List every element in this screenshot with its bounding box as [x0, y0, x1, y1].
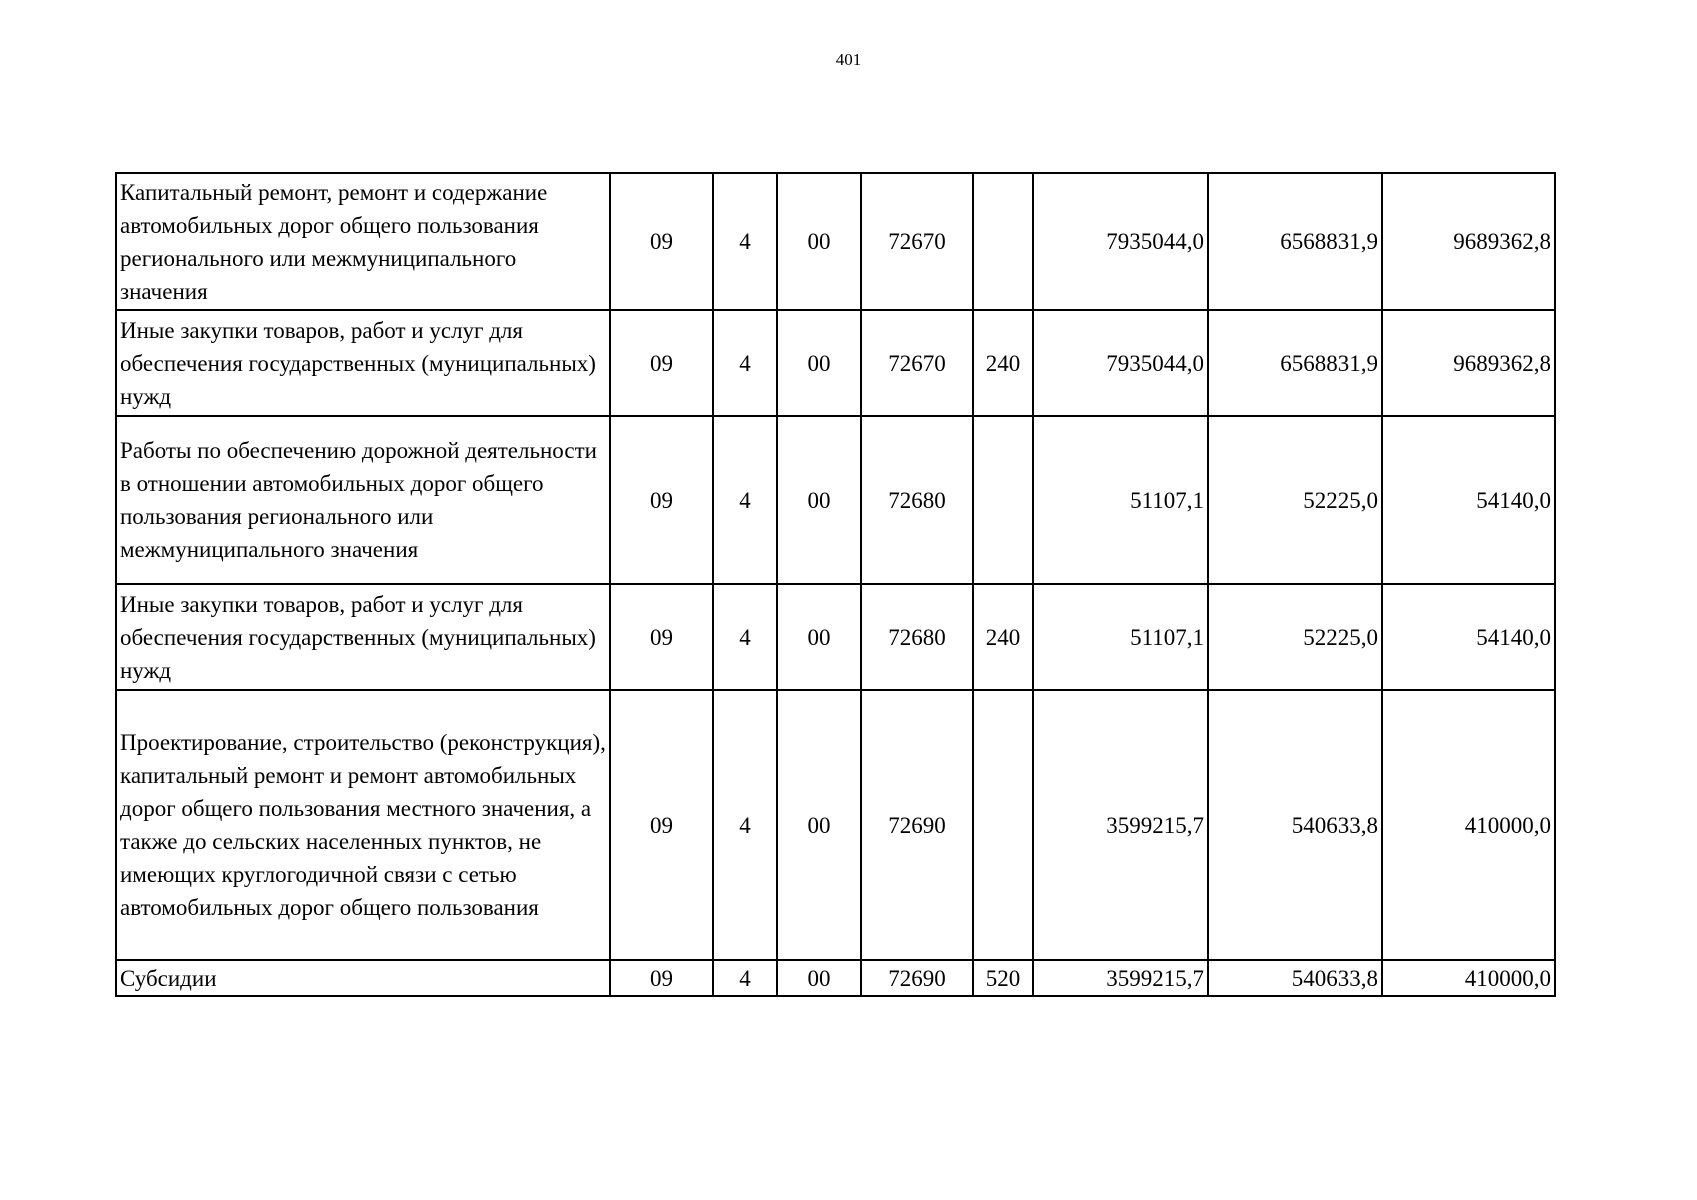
amount-year-1: 51107,1: [1033, 416, 1208, 584]
row-description: Капитальный ремонт, ремонт и содержание автомобильных дорог общего пользования регионального или межмуниципального значения: [116, 173, 610, 310]
budget-table: [115, 172, 1556, 997]
program-code: 4: [713, 690, 777, 960]
table-row: [116, 584, 1555, 690]
amount-year-2: 6568831,9: [1208, 310, 1382, 416]
program-code: 4: [713, 310, 777, 416]
section-code: 09: [610, 310, 713, 416]
amount-year-1: 7935044,0: [1033, 173, 1208, 310]
target-code: 72690: [861, 960, 973, 996]
amount-year-2: 52225,0: [1208, 584, 1382, 690]
amount-year-1: 3599215,7: [1033, 690, 1208, 960]
target-code: 72680: [861, 584, 973, 690]
program-code: 4: [713, 960, 777, 996]
target-code: 72670: [861, 310, 973, 416]
amount-year-3: 410000,0: [1382, 690, 1555, 960]
expense-type-code: 240: [973, 584, 1033, 690]
program-code: 4: [713, 416, 777, 584]
subprogram-code: 00: [777, 173, 861, 310]
row-description: Проектирование, строительство (реконструкция), капитальный ремонт и ремонт автомобильных дорог общего пользования местного значения, а также до сельских населенных пунктов, не имеющих круглогодичной связи с сетью автомобильных дорог общего пользования: [116, 690, 610, 960]
target-code: 72670: [861, 173, 973, 310]
subprogram-code: 00: [777, 960, 861, 996]
row-description: Иные закупки товаров, работ и услуг для обеспечения государственных (муниципальных) нужд: [116, 310, 610, 416]
table-row: [116, 690, 1555, 960]
amount-year-3: 54140,0: [1382, 416, 1555, 584]
expense-type-code: [973, 173, 1033, 310]
subprogram-code: 00: [777, 690, 861, 960]
program-code: 4: [713, 584, 777, 690]
section-code: 09: [610, 416, 713, 584]
amount-year-1: 51107,1: [1033, 584, 1208, 690]
amount-year-2: 540633,8: [1208, 690, 1382, 960]
amount-year-2: 540633,8: [1208, 960, 1382, 996]
amount-year-3: 410000,0: [1382, 960, 1555, 996]
target-code: 72690: [861, 690, 973, 960]
section-code: 09: [610, 584, 713, 690]
amount-year-3: 54140,0: [1382, 584, 1555, 690]
table-row: [116, 173, 1555, 310]
expense-type-code: 240: [973, 310, 1033, 416]
expense-type-code: [973, 416, 1033, 584]
subprogram-code: 00: [777, 584, 861, 690]
subprogram-code: 00: [777, 310, 861, 416]
expense-type-code: 520: [973, 960, 1033, 996]
amount-year-3: 9689362,8: [1382, 173, 1555, 310]
amount-year-1: 3599215,7: [1033, 960, 1208, 996]
section-code: 09: [610, 690, 713, 960]
row-description: Субсидии: [116, 960, 610, 996]
page-number: 401: [835, 50, 862, 69]
table-row: [116, 416, 1555, 584]
table-row: [116, 310, 1555, 416]
row-description: Иные закупки товаров, работ и услуг для обеспечения государственных (муниципальных) нужд: [116, 584, 610, 690]
program-code: 4: [713, 173, 777, 310]
amount-year-3: 9689362,8: [1382, 310, 1555, 416]
subprogram-code: 00: [777, 416, 861, 584]
expense-type-code: [973, 690, 1033, 960]
table-row: [116, 960, 1555, 996]
row-description: Работы по обеспечению дорожной деятельности в отношении автомобильных дорог общего пользования регионального или межмуниципального значения: [116, 416, 610, 584]
amount-year-2: 6568831,9: [1208, 173, 1382, 310]
target-code: 72680: [861, 416, 973, 584]
section-code: 09: [610, 173, 713, 310]
amount-year-1: 7935044,0: [1033, 310, 1208, 416]
section-code: 09: [610, 960, 713, 996]
amount-year-2: 52225,0: [1208, 416, 1382, 584]
